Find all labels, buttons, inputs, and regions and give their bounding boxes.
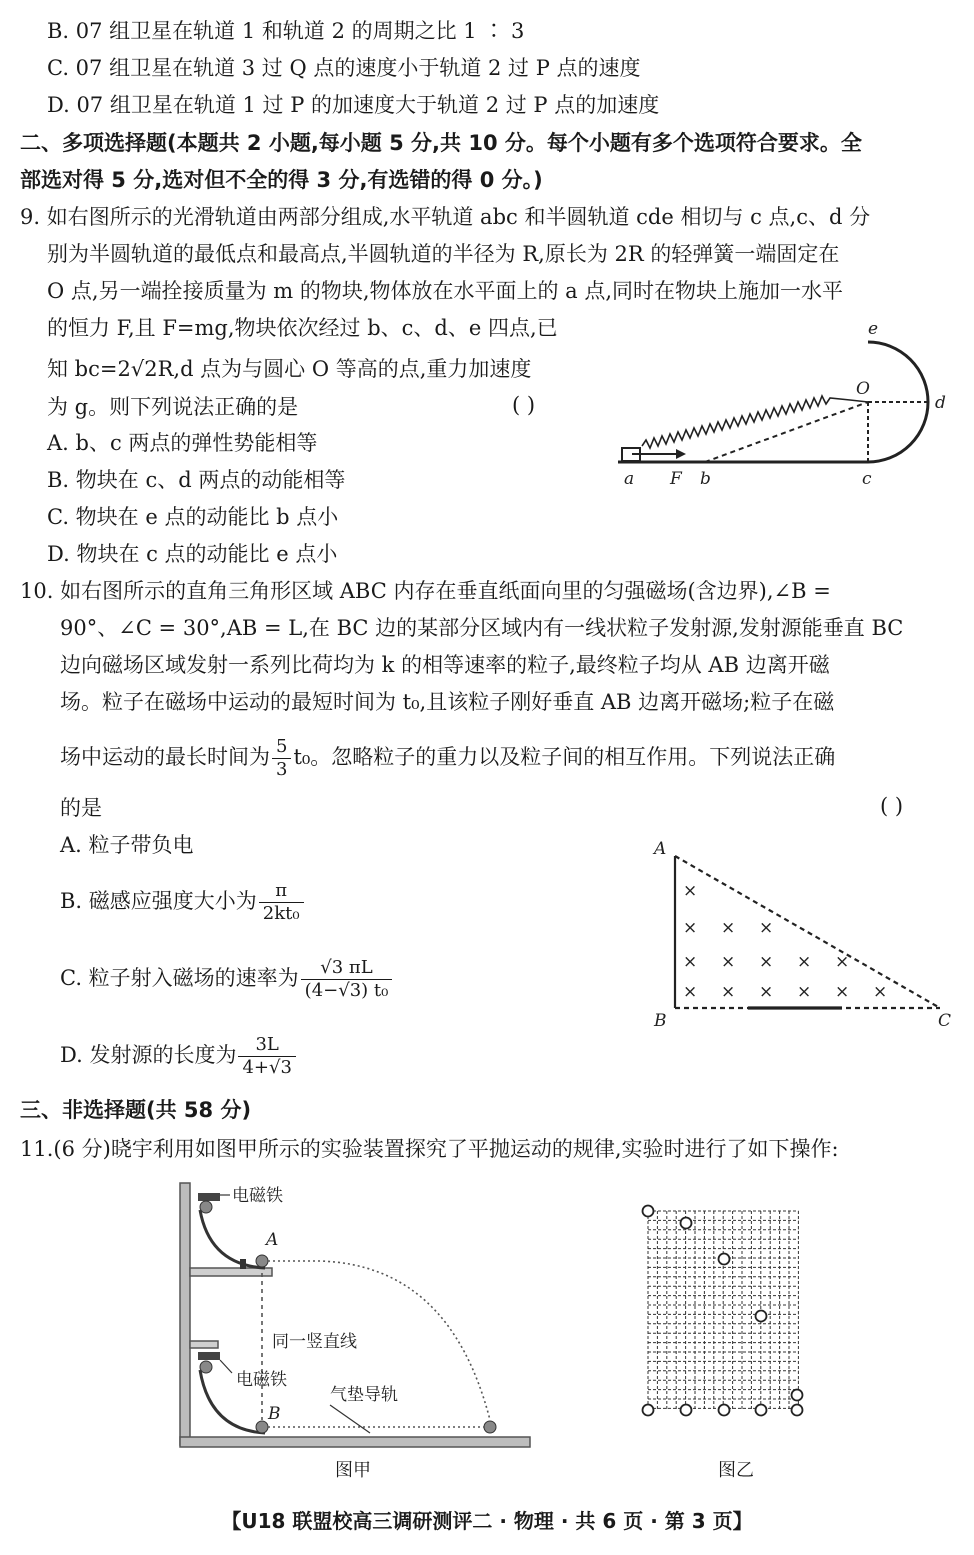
section3-header: 三、非选择题(共 58 分) [20,1098,252,1122]
svg-text:×: × [721,952,736,972]
svg-text:×: × [759,952,774,972]
option-c-fraction [301,957,393,1002]
svg-text:×: × [759,918,774,938]
fraction-denominator: (4−√3) t₀ [304,980,389,1001]
q10-option-a: A. 粒子带负电 [60,833,194,857]
q10-option-b [60,880,306,925]
figure-yi-caption: 图乙 [718,1460,754,1481]
q10-line5-post: t₀。忽略粒子的重力以及粒子间的相互作用。下列说法正确 [293,745,836,769]
q10-line5 [60,736,835,781]
q10-line6: 的是 [60,796,102,820]
option-c-pre: C. 粒子射入磁场的速率为 [60,966,299,990]
q9-label-d: d [935,393,946,413]
label-A: A [266,1230,279,1250]
label-magnet-top: 电磁铁 [232,1186,283,1206]
q9-line: 知 bc=2√2R,d 点为与圆心 O 等高的点,重力加速度 [47,357,532,381]
q10-label-C: C [938,1011,952,1031]
label-magnet-bottom: 电磁铁 [236,1370,287,1390]
q10-line5-pre: 场中运动的最长时间为 [60,745,270,769]
q8-option-b: B. 07 组卫星在轨道 1 和轨道 2 的周期之比 1 ∶ 3 [47,19,525,43]
svg-text:×: × [683,881,698,901]
q10-line: 边向磁场区域发射一系列比荷均为 k 的相等速率的粒子,最终粒子均从 AB 边离开磁 [60,653,830,677]
svg-text:×: × [873,982,888,1002]
option-d-fraction [238,1034,295,1079]
q9-label-a: a [624,469,635,489]
option-b-pre: B. 磁感应强度大小为 [60,889,257,913]
fraction-numerator: √3 πL [301,957,393,980]
svg-text:×: × [797,982,812,1002]
q9-line: O 点,另一端拴接质量为 m 的物块,物体放在水平面上的 a 点,同时在物块上施加一水平 [47,279,844,303]
svg-text:×: × [683,918,698,938]
q9-line: 9. 如右图所示的光滑轨道由两部分组成,水平轨道 abc 和半圆轨道 cde 相切与 c 点,c、d 分 [20,205,871,229]
fraction-denominator: 2kt₀ [262,903,300,924]
q9-label-O: O [856,379,870,399]
section2-header-line2: 部选对得 5 分,选对但不全的得 3 分,有选错的得 0 分。) [20,168,543,192]
q9-option-c: C. 物块在 e 点的动能比 b 点小 [47,505,339,529]
svg-text:×: × [835,982,850,1002]
q9-option-b: B. 物块在 c、d 两点的动能相等 [47,468,346,492]
q10-answer-paren: ( ) [880,794,904,818]
q10-option-c [60,957,394,1002]
svg-text:×: × [721,918,736,938]
q9-line: 为 g。则下列说法正确的是 [47,395,299,419]
figure-jia-apparatus [170,1175,540,1475]
label-B: B [268,1404,281,1424]
q9-track-figure [610,318,960,493]
q8-option-d: D. 07 组卫星在轨道 1 过 P 的加速度大于轨道 2 过 P 点的加速度 [47,93,660,117]
q9-answer-paren: ( ) [512,393,536,417]
svg-text:×: × [721,982,736,1002]
svg-text:×: × [797,952,812,972]
q10-triangle-figure [650,836,960,1031]
svg-text:×: × [683,982,698,1002]
q10-line: 10. 如右图所示的直角三角形区域 ABC 内存在垂直纸面向里的匀强磁场(含边界),∠B = [20,579,831,603]
q9-label-e: e [868,319,879,339]
q10-line: 场。粒子在磁场中运动的最短时间为 t₀,且该粒子刚好垂直 AB 边离开磁场;粒子在磁 [60,690,835,714]
q8-option-c: C. 07 组卫星在轨道 3 过 Q 点的速度小于轨道 2 过 P 点的速度 [47,56,641,80]
q10-line5-fraction [272,736,291,781]
option-b-fraction [259,880,304,925]
fraction-numerator: 5 [272,736,291,759]
q9-line: 的恒力 F,且 F=mg,物块依次经过 b、c、d、e 四点,已 [47,316,558,340]
q9-option-d: D. 物块在 c 点的动能比 e 点小 [47,542,338,566]
q9-line: 别为半圆轨道的最低点和最高点,半圆轨道的半径为 R,原长为 2R 的轻弹簧一端固定在 [47,242,840,266]
fraction-numerator: π [259,880,304,903]
q9-label-b: b [700,469,711,489]
magnetic-field-crosses [683,881,887,1002]
section2-header-line1: 二、多项选择题(本题共 2 小题,每小题 5 分,共 10 分。每个小题有多个选项符合要求。全 [20,131,862,155]
svg-text:×: × [759,982,774,1002]
q10-line: 90°、∠C = 30°,AB = L,在 BC 边的某部分区域内有一线状粒子发射源,发射源能垂直 BC [60,616,904,640]
fraction-denominator: 4+√3 [242,1057,292,1078]
q9-label-c: c [862,469,872,489]
q10-label-B: B [654,1011,667,1031]
option-d-pre: D. 发射源的长度为 [60,1043,237,1067]
figure-yi-grid [640,1203,805,1423]
fraction-numerator: 3L [238,1034,295,1057]
q9-option-a: A. b、c 两点的弹性势能相等 [47,431,318,455]
svg-text:×: × [683,952,698,972]
q11-stem: 11.(6 分)晓宇利用如图甲所示的实验装置探究了平抛运动的规律,实验时进行了如下操作: [20,1137,839,1161]
label-air-track: 气垫导轨 [330,1385,398,1405]
page-footer: 【U18 联盟校高三调研测评二 · 物理 · 共 6 页 · 第 3 页】 [221,1509,753,1533]
label-same-vertical-line: 同一竖直线 [272,1332,357,1352]
figure-jia-caption: 图甲 [335,1460,371,1481]
svg-text:×: × [835,952,850,972]
fraction-denominator: 3 [276,759,288,780]
q9-label-F: F [670,469,682,489]
q10-option-d [60,1034,298,1079]
q10-label-A: A [654,839,667,859]
